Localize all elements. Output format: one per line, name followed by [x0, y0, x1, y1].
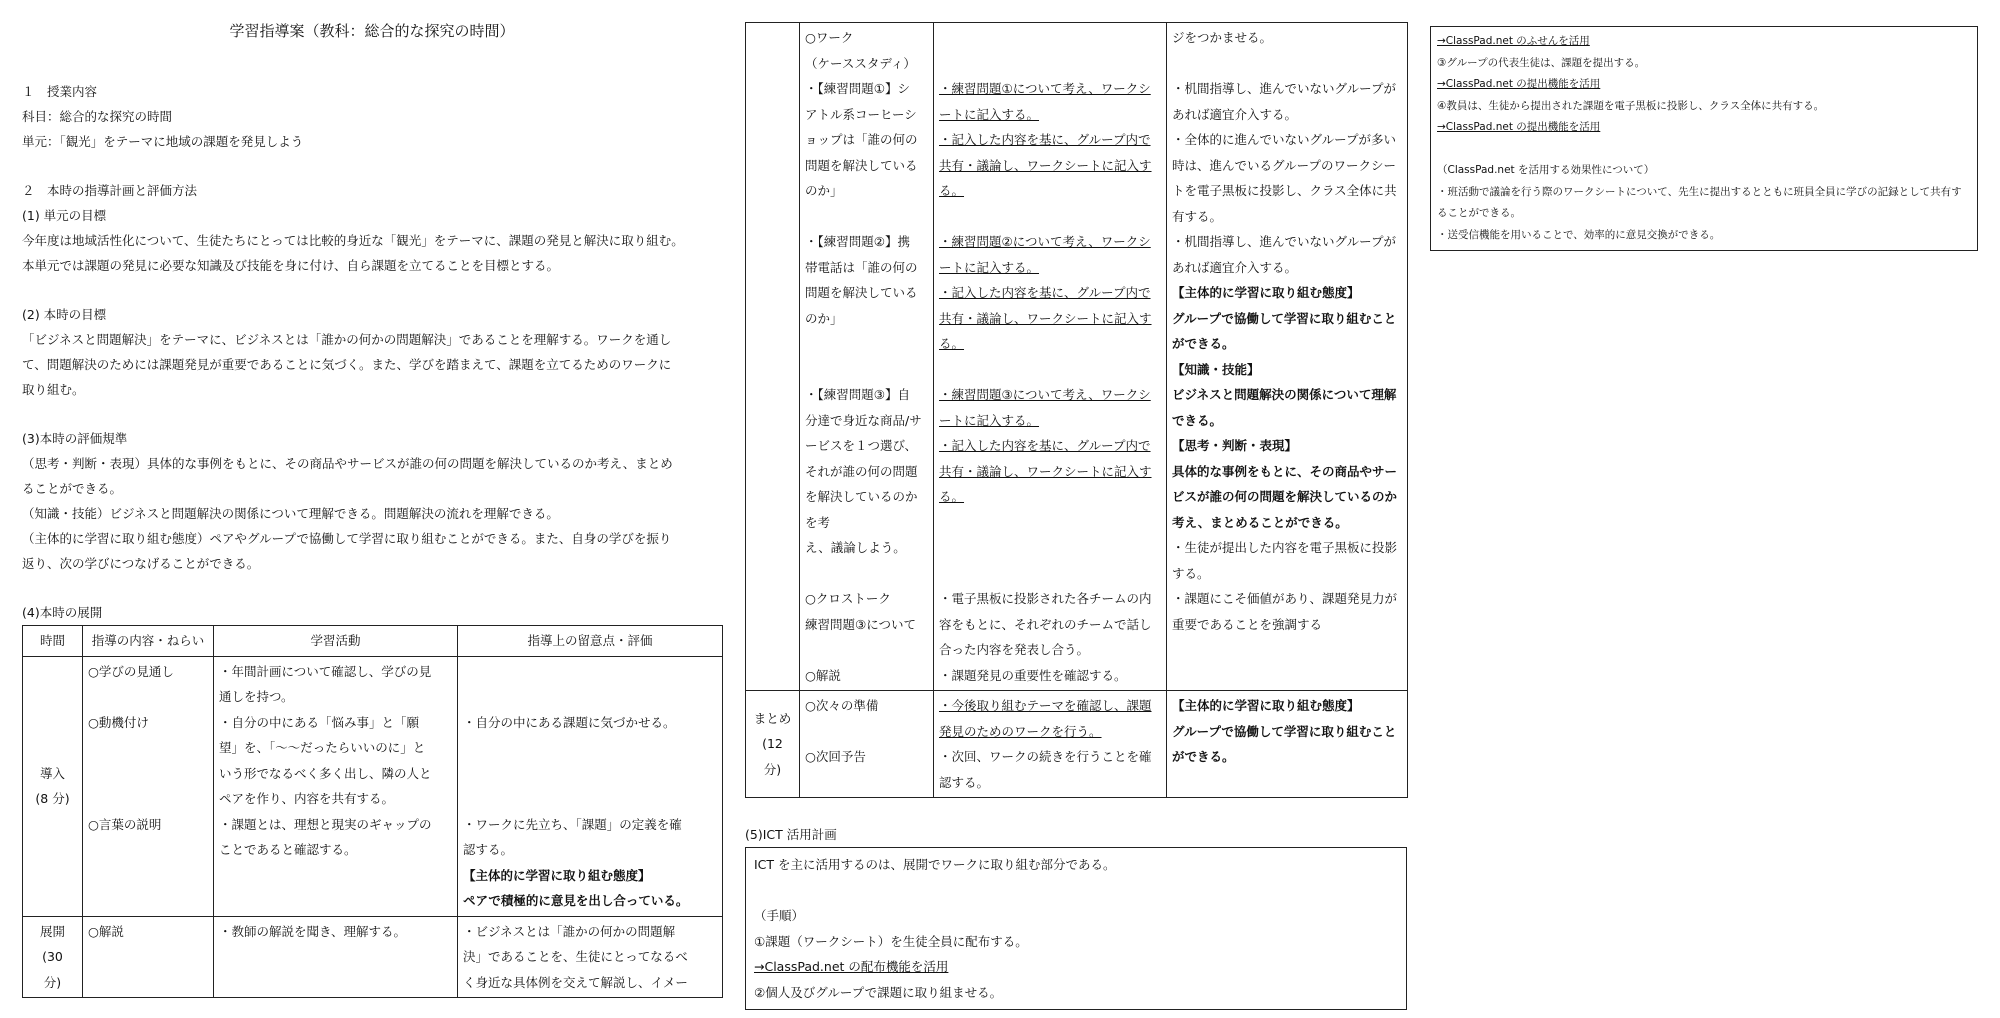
- notes-line: する。: [1172, 565, 1210, 581]
- notes-cell: [1167, 691, 1408, 798]
- activity-line: る。: [939, 183, 965, 198]
- notes-line: 具体的な事例をもとに、その商品やサー: [1172, 463, 1398, 479]
- lesson-goal-text: 「ビジネスと問題解決」をテーマに、ビジネスとは「誰かの何かの問題解決」であることを理解する。ワークを通し: [22, 332, 672, 347]
- notes-line: ビスが誰の何の問題を解決しているのか: [1172, 489, 1398, 504]
- table-header-row: [23, 626, 723, 657]
- activity-line: ・電子黒板に投影された各チームの内: [939, 591, 1152, 606]
- notes-line: [463, 659, 717, 685]
- content-line: ○次々の準備: [805, 698, 879, 713]
- notes-line: 考え、まとめることができる。: [1172, 514, 1348, 530]
- notes-line: ペアで積極的に意見を出し合っている。: [463, 893, 689, 908]
- ict-line: （手順）: [754, 908, 805, 923]
- notes-line: [463, 684, 717, 710]
- table-row-development-continued: [746, 23, 1408, 691]
- notes-line: ・課題にこそ価値があり、課題発見力が: [1172, 591, 1398, 606]
- notes-line: ・机間指導し、進んでいないグループが: [1172, 81, 1397, 96]
- content-line: [88, 684, 208, 710]
- content-cell: [800, 691, 934, 798]
- unit-goal-text: 今年度は地域活性化について、生徒たちにとっては比較的身近な「観光」をテーマに、課題の発見と解決に取り組む。: [22, 233, 684, 248]
- activity-line: ・練習問題③について考え、ワークシ: [939, 387, 1151, 402]
- notes-line: ・ワークに先立ち、「課題」の定義を確: [463, 816, 682, 832]
- content-line: 帯電話は「誰の何の: [805, 259, 918, 275]
- activity-line: る。: [939, 336, 965, 351]
- ict-line: ②個人及びグループで課題に取り組ませる。: [754, 984, 1003, 1000]
- notes-line: 認する。: [463, 842, 514, 857]
- content-line: ービスを１つ選び、: [805, 438, 918, 453]
- content-cell: [83, 656, 214, 916]
- notes-line: できる。: [1172, 412, 1223, 428]
- notes-line: ビジネスと問題解決の関係について理解: [1172, 387, 1397, 402]
- content-line: 練習問題③について: [805, 616, 916, 632]
- activity-line: [939, 51, 1161, 77]
- notes-line: ができる。: [1172, 336, 1235, 351]
- unit-line: 単元：「観光」をテーマに地域の課題を発見しよう: [22, 134, 304, 149]
- notes-line: ・ビジネスとは「誰かの何かの問題解: [463, 923, 676, 939]
- ict-line: ICT を主に活用するのは、展開でワークに取り組む部分である。: [754, 857, 1116, 872]
- notes-line: ・全体的に進んでいないグループが多い: [1172, 132, 1397, 147]
- ict-line: ③グループの代表生徒は、課題を提出する。: [1437, 56, 1646, 69]
- content-line: ○学びの見通し: [88, 663, 174, 679]
- section-2-heading: ２ 本時の指導計画と評価方法: [22, 183, 198, 198]
- content-line: それが誰の何の問題: [805, 463, 918, 479]
- activity-line: ・次回、ワークの続きを行うことを確: [939, 749, 1152, 764]
- activity-line: 発見のためのワークを行う。: [939, 723, 1102, 739]
- content-line: アトル系コーヒーシ: [805, 106, 917, 122]
- page-3: [1430, 0, 1978, 251]
- activity-line: ・課題とは、理想と現実のギャップの: [219, 816, 432, 832]
- header-time: 時間: [23, 626, 83, 657]
- activity-line: 認する。: [939, 774, 990, 790]
- activity-line: 望」を、「～～だったらいいのに」と: [219, 740, 426, 755]
- activity-line: ペアを作り、内容を共有する。: [219, 791, 395, 806]
- time-duration: (8 分): [35, 791, 70, 806]
- notes-line: 【思考・判断・表現】: [1172, 438, 1298, 453]
- activity-line: ートに記入する。: [939, 106, 1040, 122]
- content-line: のか」: [805, 183, 843, 198]
- notes-line: 【主体的に学習に取り組む態度】: [1172, 698, 1360, 713]
- content-line: ○解説: [88, 923, 124, 939]
- time-duration: (12: [762, 736, 783, 752]
- content-line: [88, 735, 208, 761]
- activity-line: ・記入した内容を基に、グループ内で: [939, 285, 1151, 300]
- notes-line: グループで協働して学習に取り組むこと: [1172, 310, 1397, 326]
- content-line: ○言葉の説明: [88, 816, 162, 832]
- activity-line: [939, 561, 1161, 587]
- content-line: [805, 331, 928, 357]
- activity-cell: [934, 23, 1167, 691]
- ict-line: ・送受信機能を用いることで、効率的に意見交換ができる。: [1437, 228, 1721, 241]
- notes-line: あれば適宜介入する。: [1172, 259, 1298, 275]
- notes-line: 【主体的に学習に取り組む態度】: [1172, 285, 1360, 300]
- notes-line: く身近な具体例を交えて解説し、イメー: [463, 974, 688, 990]
- page-2: [745, 0, 1407, 1010]
- content-line: ○クロストーク: [805, 591, 891, 606]
- ict-line: ①課題（ワークシート）を生徒全員に配布する。: [754, 933, 1028, 949]
- activity-line: [939, 510, 1161, 536]
- activity-cell: [214, 656, 458, 916]
- lesson-goal-text: て、問題解決のためには課題発見が重要であることに気づく。また、学びを踏まえて、課題を立てるためのワークに: [22, 357, 672, 372]
- content-line: ・【練習問題③】自: [805, 387, 910, 402]
- activity-line: ・練習問題①について考え、ワークシ: [939, 81, 1151, 96]
- lesson-flow-table-continued: [745, 22, 1408, 798]
- ict-line: ・班活動で議論を行う際のワークシートについて、先生に提出するとともに班員全員に学びの記録として共有することができる。: [1437, 185, 1962, 219]
- content-line: [88, 761, 208, 787]
- notes-line: [1172, 51, 1402, 77]
- ict-line: [1437, 139, 1971, 161]
- subject-line: 科目：総合的な探究の時間: [22, 109, 173, 124]
- header-notes: 指導上の留意点・評価: [458, 626, 723, 657]
- content-line: のか」: [805, 310, 843, 326]
- time-duration: (30: [42, 949, 63, 964]
- content-line: ○解説: [805, 667, 841, 683]
- content-line: ョップは「誰の何の: [805, 132, 918, 147]
- page-title: 学習指導案（教科：総合的な探究の時間）: [229, 22, 515, 40]
- criteria-heading: (3)本時の評価規準: [22, 431, 128, 446]
- header-activity: 学習活動: [214, 626, 458, 657]
- activity-line: ・自分の中にある「悩み事」と「願: [219, 714, 420, 730]
- content-line: ・【練習問題②】携: [805, 234, 910, 249]
- content-cell: [83, 916, 214, 998]
- time-label: まとめ: [753, 710, 792, 726]
- notes-cell: [1167, 23, 1408, 691]
- activity-line: ・年間計画について確認し、学びの見: [219, 663, 432, 679]
- table-row-intro: [23, 656, 723, 916]
- activity-line: ・今後取り組むテーマを確認し、課題: [939, 698, 1152, 713]
- notes-line: 【主体的に学習に取り組む態度】: [463, 867, 651, 883]
- content-line: を解決しているのか: [805, 489, 918, 504]
- unit-goal-heading: (1) 単元の目標: [22, 208, 107, 223]
- activity-cell: [214, 916, 458, 998]
- activity-line: ートに記入する。: [939, 259, 1040, 275]
- activity-cell: [934, 691, 1167, 798]
- notes-line: ・机間指導し、進んでいないグループが: [1172, 234, 1397, 249]
- activity-line: [939, 535, 1161, 561]
- ict-line: →ClassPad.net のふせんを活用: [1437, 35, 1590, 47]
- time-duration: 分): [763, 761, 782, 777]
- table-row-summary: [746, 691, 1408, 798]
- ict-line: ④教員は、生徒から提出された課題を電子黒板に投影し、クラス全体に共有する。: [1437, 99, 1825, 112]
- content-line: ・【練習問題①】シ: [805, 81, 910, 96]
- ict-line: [754, 878, 1398, 904]
- lesson-flow-table: [22, 625, 723, 998]
- ict-line: →ClassPad.net の配布機能を活用: [754, 959, 949, 974]
- ict-plan-box-continued: [1430, 26, 1978, 251]
- content-line: [88, 786, 208, 812]
- activity-line: 容をもとに、それぞれのチームで話し: [939, 616, 1152, 632]
- content-line: 分達で身近な商品/サ: [805, 412, 922, 428]
- content-line: [805, 204, 928, 230]
- time-cell: [746, 691, 800, 798]
- activity-line: ートに記入する。: [939, 412, 1040, 428]
- content-line: ○動機付け: [88, 714, 149, 730]
- criteria-text: （主体的に学習に取り組む態度）ペアやグループで協働して学習に取り組むことができる。また、自身の学びを振り: [22, 531, 672, 546]
- notes-line: ジをつかませる。: [1172, 30, 1273, 45]
- activity-line: [939, 25, 1161, 51]
- content-line: [805, 637, 928, 663]
- content-line: ○次回予告: [805, 749, 866, 764]
- activity-line: [939, 204, 1161, 230]
- activity-line: 共有・議論し、ワークシートに記入す: [939, 310, 1152, 326]
- time-cell: [23, 656, 83, 916]
- time-label: 展開: [39, 923, 65, 939]
- criteria-text: （知識・技能）ビジネスと問題解決の関係について理解できる。問題解決の流れを理解できる。: [22, 506, 559, 521]
- notes-line: [463, 761, 717, 787]
- activity-line: ・記入した内容を基に、グループ内で: [939, 132, 1151, 147]
- activity-line: 共有・議論し、ワークシートに記入す: [939, 157, 1152, 173]
- activity-line: ・課題発見の重要性を確認する。: [939, 667, 1127, 683]
- content-line: を考: [805, 514, 831, 530]
- notes-line: 重要であることを強調する: [1172, 616, 1323, 632]
- notes-line: あれば適宜介入する。: [1172, 106, 1298, 122]
- activity-line: ・教師の解説を聞き、理解する。: [219, 923, 407, 939]
- content-line: 問題を解決している: [805, 285, 918, 300]
- ict-heading: (5)ICT 活用計画: [745, 827, 837, 842]
- time-duration: 分): [43, 974, 62, 990]
- notes-line: ができる。: [1172, 749, 1235, 764]
- ict-line: →ClassPad.net の提出機能を活用: [1437, 121, 1601, 133]
- criteria-text: ることができる。: [22, 481, 123, 496]
- ict-plan-box: [745, 847, 1407, 1010]
- activity-line: 共有・議論し、ワークシートに記入す: [939, 463, 1152, 479]
- activity-line: 通しを持つ。: [219, 689, 294, 704]
- activity-line: [939, 357, 1161, 383]
- content-cell: [800, 23, 934, 691]
- section-1-heading: １ 授業内容: [22, 84, 98, 99]
- notes-line: 決」であることを、生徒にとってなるべ: [463, 949, 688, 964]
- header-content: 指導の内容・ねらい: [83, 626, 214, 657]
- notes-cell: [458, 656, 723, 916]
- table-row-development: [23, 916, 723, 998]
- activity-line: ことであると確認する。: [219, 842, 357, 857]
- ict-line: →ClassPad.net の提出機能を活用: [1437, 78, 1601, 90]
- page-1: [22, 0, 722, 998]
- activity-line: 合った内容を発表し合う。: [939, 642, 1090, 657]
- content-line: [805, 719, 928, 745]
- notes-line: [463, 786, 717, 812]
- notes-line: グループで協働して学習に取り組むこと: [1172, 723, 1397, 739]
- activity-line: る。: [939, 489, 965, 504]
- criteria-text: （思考・判断・表現）具体的な事例をもとに、その商品やサービスが誰の何の問題を解決しているのか考え、まとめ: [22, 456, 673, 471]
- content-line: [805, 561, 928, 587]
- notes-line: ・自分の中にある課題に気づかせる。: [463, 714, 676, 730]
- content-line: ○ワーク: [805, 30, 854, 45]
- activity-line: ・記入した内容を基に、グループ内で: [939, 438, 1151, 453]
- notes-line: トを電子黒板に投影し、クラス全体に共: [1172, 183, 1397, 198]
- time-label: 導入: [39, 765, 65, 781]
- notes-line: ・生徒が提出した内容を電子黒板に投影: [1172, 540, 1398, 555]
- content-line: [805, 357, 928, 383]
- time-cell: [746, 23, 800, 691]
- ict-line: （ClassPad.net を活用する効果性について）: [1437, 164, 1655, 176]
- content-line: え、議論しよう。: [805, 540, 906, 555]
- content-line: （ケーススタディ）: [805, 55, 916, 71]
- lesson-goal-text: 取り組む。: [22, 382, 85, 397]
- flow-heading: (4)本時の展開: [22, 605, 103, 620]
- notes-line: [463, 735, 717, 761]
- time-cell: [23, 916, 83, 998]
- notes-line: 有する。: [1172, 208, 1223, 224]
- lesson-goal-heading: (2) 本時の目標: [22, 307, 107, 322]
- activity-line: いう形でなるべく多く出し、隣の人と: [219, 765, 432, 781]
- notes-line: 時は、進んでいるグループのワークシー: [1172, 157, 1397, 173]
- content-line: 問題を解決している: [805, 157, 918, 173]
- activity-line: ・練習問題②について考え、ワークシ: [939, 234, 1151, 249]
- criteria-text: 返り、次の学びにつなげることができる。: [22, 556, 260, 571]
- notes-line: 【知識・技能】: [1172, 361, 1260, 377]
- notes-cell: [458, 916, 723, 998]
- unit-goal-text: 本単元では課題の発見に必要な知識及び技能を身に付け、自ら課題を立てることを目標とする。: [22, 258, 560, 273]
